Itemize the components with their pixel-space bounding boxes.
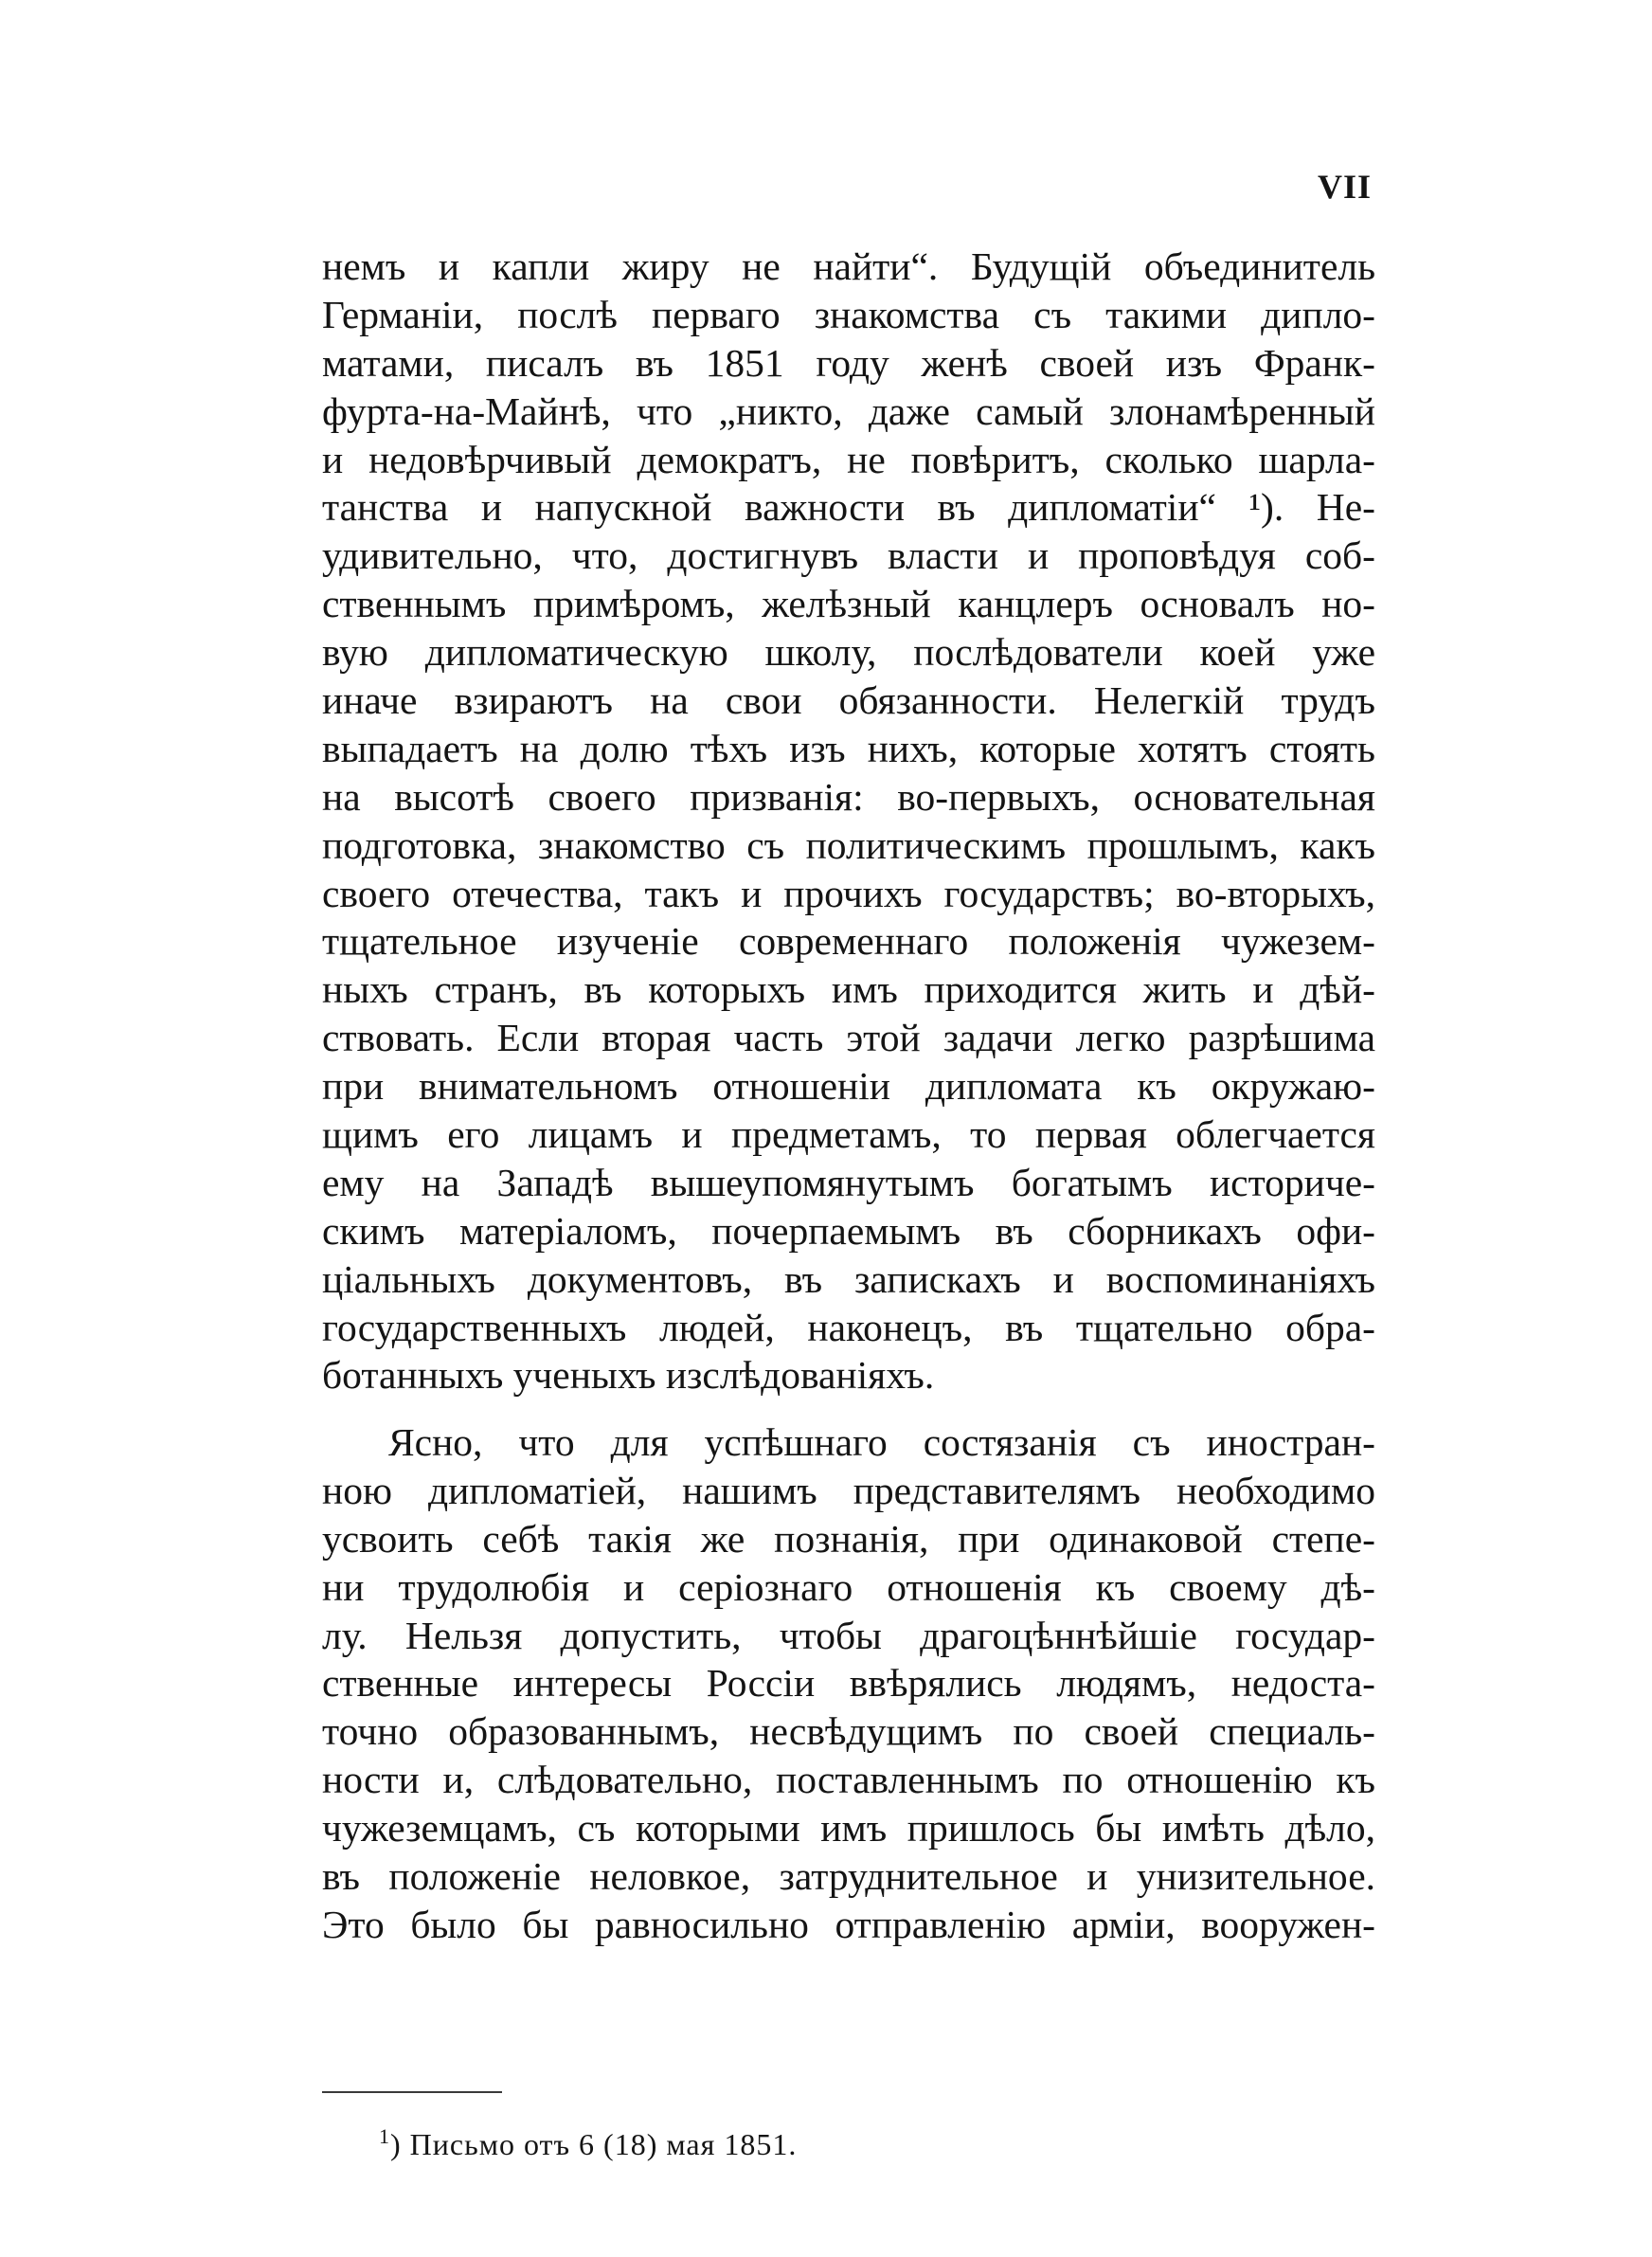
text-line: немъ и капли жиру не найти“. Будущій объединитель — [322, 244, 1375, 288]
text-line: ственнымъ примѣромъ, желѣзный канцлеръ основалъ но- — [322, 582, 1375, 626]
footnote — [379, 2118, 797, 2163]
footnote-marker: 1 — [379, 2124, 390, 2148]
text-line: точно образованнымъ, несвѣдущимъ по своей специаль- — [322, 1709, 1375, 1754]
text-line: вую дипломатическую школу, послѣдователи коей уже — [322, 630, 1375, 675]
footnote-divider — [322, 2091, 502, 2093]
text-line: Ясно, что для успѣшнаго состязанія съ иностран- — [388, 1420, 1375, 1464]
text-line: тщательное изученіе современнаго положенія чужезем- — [322, 919, 1375, 964]
text-line: своего отечества, такъ и прочихъ государствъ; во-вторыхъ, — [322, 871, 1375, 915]
paragraph-1 — [322, 243, 1375, 1399]
text-line: и недовѣрчивый демократъ, не повѣритъ, сколько шарла- — [322, 437, 1375, 481]
text-line: ныхъ странъ, въ которыхъ имъ приходится жить и дѣй- — [322, 967, 1375, 1012]
paragraph-2 — [322, 1418, 1375, 1949]
text-line: лу. Нельзя допустить, чтобы драгоцѣннѣйшіе государ- — [322, 1613, 1375, 1657]
page-number: VII — [1317, 168, 1372, 206]
text-line: чужеземцамъ, съ которыми имъ пришлось бы имѣть дѣло, — [322, 1806, 1375, 1851]
text-line: ни трудолюбія и серіознаго отношенія къ своему дѣ- — [322, 1564, 1375, 1609]
text-line: ственные интересы Россіи ввѣрялись людямъ, недоста- — [322, 1661, 1375, 1706]
text-line: ною дипломатіей, нашимъ представителямъ необходимо — [322, 1468, 1375, 1512]
text-line: ціальныхъ документовъ, въ запискахъ и воспоминаніяхъ — [322, 1256, 1375, 1301]
text-line: фурта-на-Майнѣ, что „никто, даже самый злонамѣренный — [322, 388, 1375, 433]
text-line: щимъ его лицамъ и предметамъ, то первая облегчается — [322, 1112, 1375, 1157]
text-line: танства и напускной важности въ дипломатіи“ ¹). Не- — [322, 485, 1375, 530]
text-line: подготовка, знакомство съ политическимъ прошлымъ, какъ — [322, 822, 1375, 867]
text-line: выпадаетъ на долю тѣхъ изъ нихъ, которые хотятъ стоять — [322, 726, 1375, 770]
text-line: при внимательномъ отношеніи дипломата къ окружаю- — [322, 1064, 1375, 1109]
text-line: ствовать. Если вторая часть этой задачи легко разрѣшима — [322, 1016, 1375, 1060]
text-line: иначе взираютъ на свои обязанности. Нелегкій трудъ — [322, 678, 1375, 723]
text-line: удивительно, что, достигнувъ власти и проповѣдуя соб- — [322, 533, 1375, 578]
text-line: ности и, слѣдовательно, поставленнымъ по отношенію къ — [322, 1758, 1375, 1802]
text-line: Это было бы равносильно отправленію арміи, вооружен- — [322, 1902, 1375, 1946]
text-line: матами, писалъ въ 1851 году женѣ своей изъ Франк- — [322, 340, 1375, 385]
text-line: ему на Западѣ вышеупомянутымъ богатымъ историче- — [322, 1160, 1375, 1204]
text-line: государственныхъ людей, наконецъ, въ тщательно обра- — [322, 1305, 1375, 1349]
text-line: на высотѣ своего призванія: во-первыхъ, основательная — [322, 774, 1375, 819]
footnote-text: ) Письмо отъ 6 (18) мая 1851. — [390, 2127, 798, 2161]
text-line: Германіи, послѣ перваго знакомства съ такими дипло- — [322, 292, 1375, 336]
text-line: ботанныхъ ученыхъ изслѣдованіяхъ. — [322, 1353, 935, 1398]
text-line: скимъ матеріаломъ, почерпаемымъ въ сборникахъ офи- — [322, 1208, 1375, 1253]
text-line: въ положеніе неловкое, затруднительное и унизительное. — [322, 1854, 1375, 1899]
text-line: усвоить себѣ такія же познанія, при одинаковой степе- — [322, 1516, 1375, 1561]
